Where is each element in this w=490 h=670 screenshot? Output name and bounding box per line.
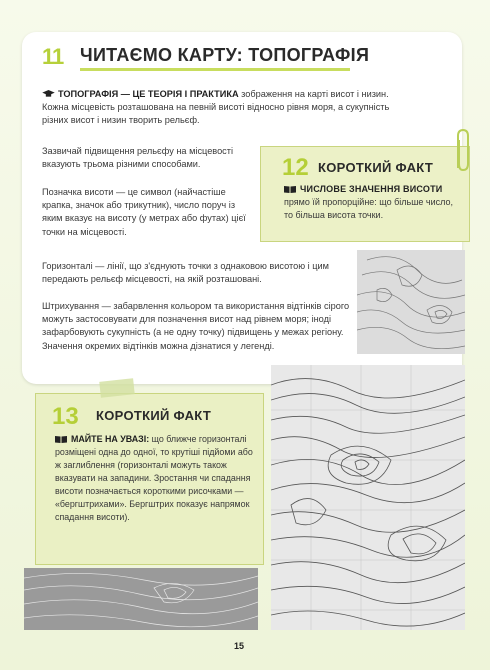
page-number: 15	[234, 641, 245, 651]
title-underline	[80, 68, 350, 71]
intro-rest: зображення на карті висот і низин. Кожна місцевість розташована на певній висоті відносно рівня моря, а сукупність різних висот і низин творить рельєф.	[42, 89, 390, 126]
paragraph-hatching: Штрихування — забарвлення кольором та використання відтінків сірого можуть застосовувати для позначення висот над рівнем моря; іноді зафарбовують сукупність (а не одну точку) підвищень у межах регіону. Значення окремих відтінків можна дізнатися у легенді.	[42, 301, 350, 351]
fact-13-lead: МАЙТЕ НА УВАЗІ:	[71, 434, 150, 444]
contour-map-large	[271, 365, 465, 630]
paragraph-contours: Горизонталі — лінії, що з'єднують точки з однаковою висотою і цим передають рельєф місцевості, на якій розташовані.	[42, 261, 329, 285]
chapter-title: ЧИТАЄМО КАРТУ: ТОПОГРАФІЯ	[80, 45, 370, 65]
shaded-relief-map	[24, 568, 258, 630]
paragraph-methods: Зазвичай підвищення рельєфу на місцевості вказують трьома різними способами.	[42, 146, 234, 170]
intro-paragraph	[42, 88, 410, 128]
fact-12-number: 12	[282, 154, 309, 181]
fact-12-label-text: ЧИСЛОВЕ ЗНАЧЕННЯ ВИСОТИ	[300, 184, 443, 194]
chapter-number: 11	[42, 44, 64, 69]
contour-map-small	[357, 250, 465, 354]
fact-13-number: 13	[52, 403, 79, 430]
book-icon	[284, 185, 296, 193]
fact-13-body: що ближче горизонталі розміщені одна до одної, то крутіші підйоми або ж заглиблення (горизонталі можуть також вказувати на западини. Зростання чи спадання висоти позначається короткими рисочками — «бергштрихами». Бергштрих показує напрямок спадання висоти).	[55, 434, 253, 522]
graduation-cap-icon	[42, 90, 55, 98]
fact-12-label	[284, 184, 442, 194]
fact-13-text	[55, 433, 255, 524]
book-icon	[55, 435, 67, 443]
intro-lead: ТОПОГРАФІЯ — ЦЕ ТЕОРІЯ І ПРАКТИКА	[58, 89, 239, 99]
fact-12-title: КОРОТКИЙ ФАКТ	[318, 160, 434, 175]
paragraph-elevation-mark: Позначка висоти — це символ (найчастіше крапка, значок або трикутник), число поруч із яким вказує на висоту (у метрах або футах) цієї точки на місцевості.	[42, 187, 246, 237]
fact-13-title: КОРОТКИЙ ФАКТ	[96, 408, 212, 423]
fact-12-text: прямо їй пропорційне: що більше число, то більша висота точки.	[284, 197, 454, 220]
paperclip-icon	[452, 128, 474, 174]
